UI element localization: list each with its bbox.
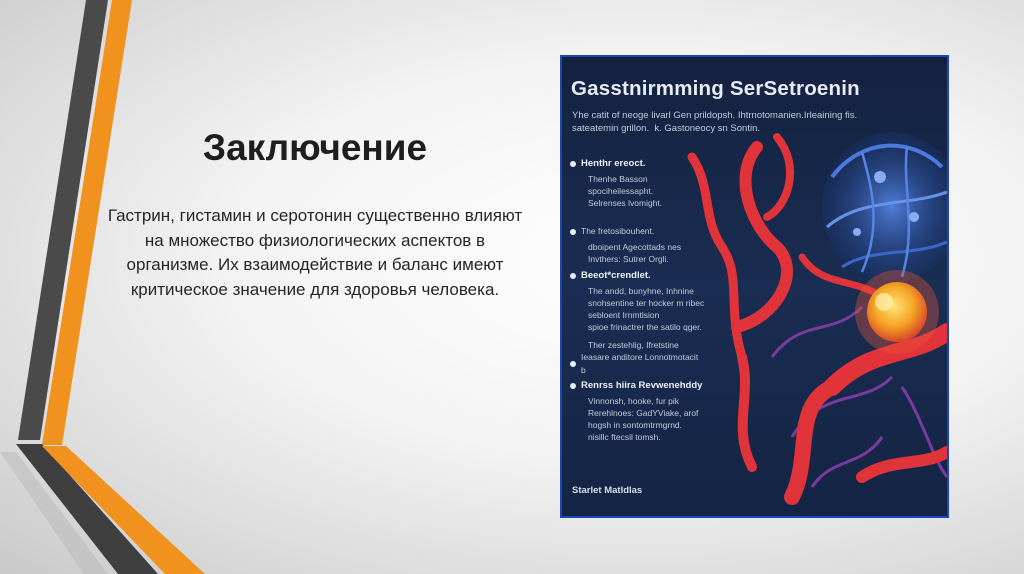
- slide-title: Заключение: [202, 127, 428, 168]
- bullet-icon: [570, 161, 576, 167]
- glowing-core: [855, 270, 939, 354]
- bullet-icon: [570, 273, 576, 279]
- poster-section-heading: Henthr ereoct.: [581, 158, 646, 169]
- poster-footer: Starlet Matldlas: [572, 485, 643, 496]
- poster-section-line: dboipent Agecottads nes: [588, 242, 682, 252]
- poster-section: [570, 339, 705, 377]
- poster-section-heading: Beeot*crendlet.: [581, 270, 651, 281]
- poster-subtitle-line: Yhe catit of neoge livarl Gen prildopsh. Ihtrnotomanien.Irleaining fis.: [572, 110, 858, 121]
- poster-title: Gasstnirmming SerSetroenin: [571, 77, 860, 100]
- poster-section-line: The fretosibouhent.: [581, 226, 655, 236]
- poster-section: [570, 269, 705, 333]
- poster-section-line: spociheilessapht.: [588, 186, 654, 196]
- poster-section-heading: Renrss hiira Revwenehddy: [581, 380, 703, 391]
- poster-section-line: Selrenses lvomight.: [588, 198, 663, 208]
- poster-section: [570, 225, 705, 265]
- poster-section-line: sebloent Irnmtlsion: [588, 310, 660, 320]
- poster-section-line: Invthers: Sutrer Orgli.: [588, 254, 669, 264]
- illustration-poster: [560, 55, 949, 518]
- poster-subtitle: [572, 109, 942, 135]
- poster-section: [570, 157, 705, 209]
- poster-section: [570, 379, 705, 443]
- bullet-icon: [570, 361, 576, 367]
- bullet-icon: [570, 229, 576, 235]
- poster-section-line: spioe frinactrer the satilo qger.: [588, 322, 702, 332]
- poster-section-line: Ieasare anditore Lonnotmotacit b: [581, 352, 699, 375]
- poster-section-line: nisillc ftecsil tomsh.: [588, 432, 661, 442]
- neuron-cluster: [822, 132, 949, 282]
- slide-body-text: Гастрин, гистамин и серотонин существенно влияют на множество физиологических аспектов в организме. Их взаимодействие и баланс имеют критическое значение для здоровья человека.: [107, 206, 523, 299]
- poster-section-line: snohsentine ter hocker m ribec: [588, 298, 705, 308]
- poster-subtitle-line: sateatemin grillon. k. Gastoneocy sn Sontin.: [572, 123, 760, 134]
- poster-section-line: Ther zestehlig, Ifretstine: [588, 340, 679, 350]
- poster-section-line: hogsh in sontomtrmgrnd.: [588, 420, 683, 430]
- bullet-icon: [570, 383, 576, 389]
- poster-section-line: Rerehlnoes: GadYViake, arof: [588, 408, 699, 418]
- poster-section-line: Thenhe Basson: [588, 174, 648, 184]
- poster-section-line: Vinnonsh, hooke, fur pik: [588, 396, 680, 406]
- poster-section-line: The andd, bunyhne, Inhnine: [588, 286, 694, 296]
